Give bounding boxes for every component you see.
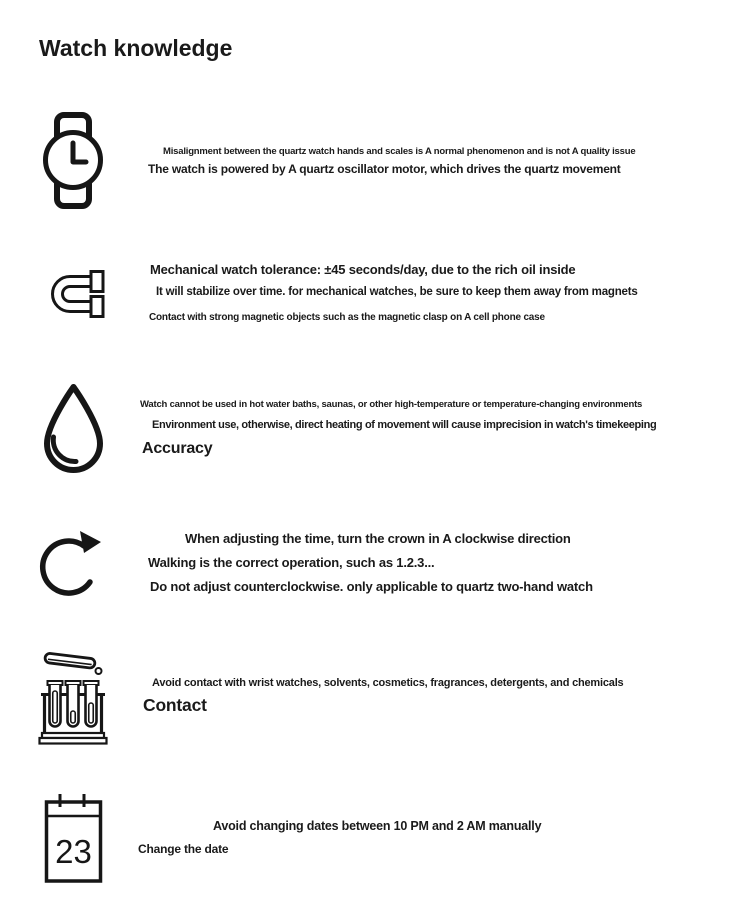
section-text-line: Avoid changing dates between 10 PM and 2 AM manually <box>213 819 542 833</box>
section-text-line: Walking is the correct operation, such as 1.2.3... <box>148 555 435 570</box>
section-text-line: Avoid contact with wrist watches, solvents, cosmetics, fragrances, detergents, and chemicals <box>152 677 624 689</box>
clockwise-arrow-icon <box>38 526 104 605</box>
section-text-line: Do not adjust counterclockwise. only applicable to quartz two-hand watch <box>150 579 593 594</box>
test-tubes-icon <box>38 645 108 746</box>
calendar-icon <box>43 793 104 886</box>
page-title: Watch knowledge <box>39 35 233 61</box>
section-text-line: Environment use, otherwise, direct heating of movement will cause imprecision in watch's timekeeping <box>152 419 657 431</box>
calendar-day-number: 23 <box>55 833 92 870</box>
section-text-line: Mechanical watch tolerance: ±45 seconds/day, due to the rich oil inside <box>150 262 576 277</box>
wrist-watch-icon <box>42 112 104 209</box>
section-text-line: Contact with strong magnetic objects such as the magnetic clasp on A cell phone case <box>149 312 545 323</box>
section-text-line: The watch is powered by A quartz oscillator motor, which drives the quartz movement <box>148 162 621 176</box>
section-heading: Change the date <box>138 842 229 856</box>
section-text-line: Watch cannot be used in hot water baths, saunas, or other high-temperature or temperature-changing environments <box>140 399 643 410</box>
magnet-icon <box>47 264 107 324</box>
section-text-line: When adjusting the time, turn the crown in A clockwise direction <box>185 531 571 546</box>
section-text-line: Misalignment between the quartz watch hands and scales is A normal phenomenon and is not A quality issue <box>163 146 636 157</box>
water-drop-icon <box>40 382 107 477</box>
section-text-line: It will stabilize over time. for mechanical watches, be sure to keep them away from magnets <box>156 286 638 298</box>
section-heading: Contact <box>143 695 207 715</box>
section-heading: Accuracy <box>142 440 213 457</box>
